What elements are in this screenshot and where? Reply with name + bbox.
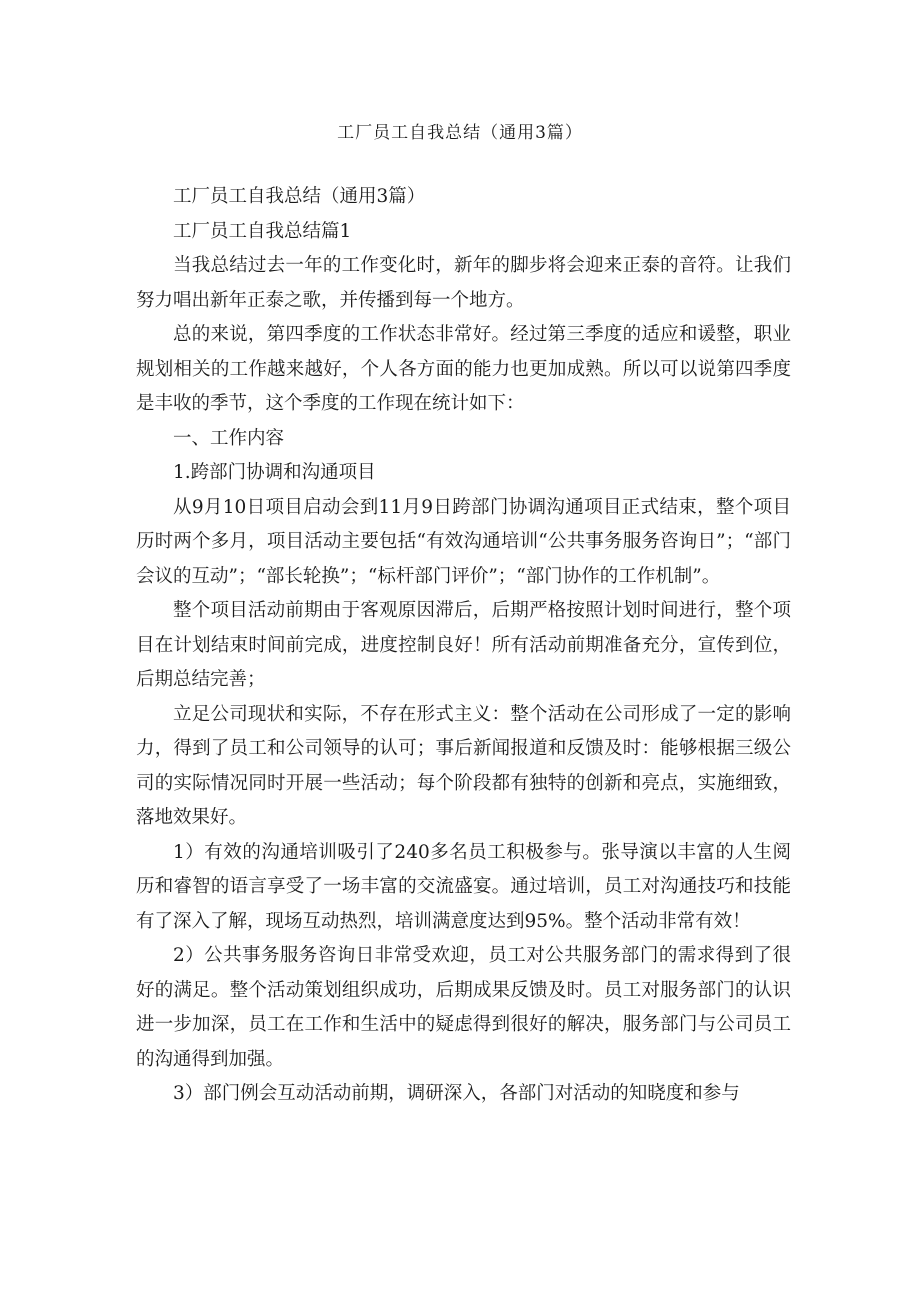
body-paragraph: 总的来说，第四季度的工作状态非常好。经过第三季度的适应和谖整，职业规划相关的工作越来越好，个人各方面的能力也更加成熟。所以可以说第四季度是丰收的季节，这个季度的工作现在统计如下： bbox=[136, 324, 791, 414]
body-paragraph: 当我总结过去一年的工作变化时，新年的脚步将会迎来正泰的音符。让我们努力唱出新年正泰之歌，并传播到每一个地方。 bbox=[136, 255, 791, 311]
list-item: 1）有效的沟通培训吸引了240多名员工积极参与。张导演以丰富的人生阅历和睿智的语言享受了一场丰富的交流盛宴。通过培训，员工对沟通技巧和技能有了深入了解，现场互动热烈，培训满意度达到95%。整个活动非常有效！ bbox=[136, 841, 791, 932]
document-title: 工厂员工自我总结（通用3篇） bbox=[337, 123, 583, 143]
body-paragraph: 整个项目活动前期由于客观原因滞后，后期严格按照计划时间进行，整个项目在计划结束时间前完成，进度控制良好！所有活动前期准备充分，宣传到位，后期总结完善； bbox=[136, 600, 791, 690]
list-item: 2）公共事务服务咨询日非常受欢迎，员工对公共服务部门的需求得到了很好的满足。整个活动策划组织成功，后期成果反馈及时。员工对服务部门的认识进一步加深，员工在工作和生活中的疑虑得到很好的解决，服务部门与公司员工的沟通得到加强。 bbox=[136, 945, 791, 1070]
section-heading: 工厂员工自我总结篇1 bbox=[173, 220, 352, 242]
body-paragraph: 立足公司现状和实际，不存在形式主义：整个活动在公司形成了一定的影响力，得到了员工和公司领导的认可；事后新闻报道和反馈及时：能够根据三级公司的实际情况同时开展一些活动；每个阶段都有独特的创新和亮点，实施细致，落地效果好。 bbox=[136, 703, 791, 828]
subsection-heading: 1.跨部门协调和沟通项目 bbox=[173, 462, 376, 483]
list-item: 3）部门例会互动活动前期，调研深入，各部门对活动的知晓度和参与 bbox=[173, 1083, 740, 1104]
body-paragraph: 从9月10日项目启动会到11月9日跨部门协调沟通项目正式结束，整个项目历时两个多月，项目活动主要包括“有效沟通培训“公共事务服务咨询日”；“部门会议的互动”；“部长轮换”；“标杆部门评价”；“部门协作的工作机制”。 bbox=[136, 496, 791, 587]
document-body bbox=[136, 180, 791, 1112]
subtitle-paragraph: 工厂员工自我总结（通用3篇） bbox=[173, 186, 426, 207]
section-heading: 一、工作内容 bbox=[173, 427, 285, 449]
